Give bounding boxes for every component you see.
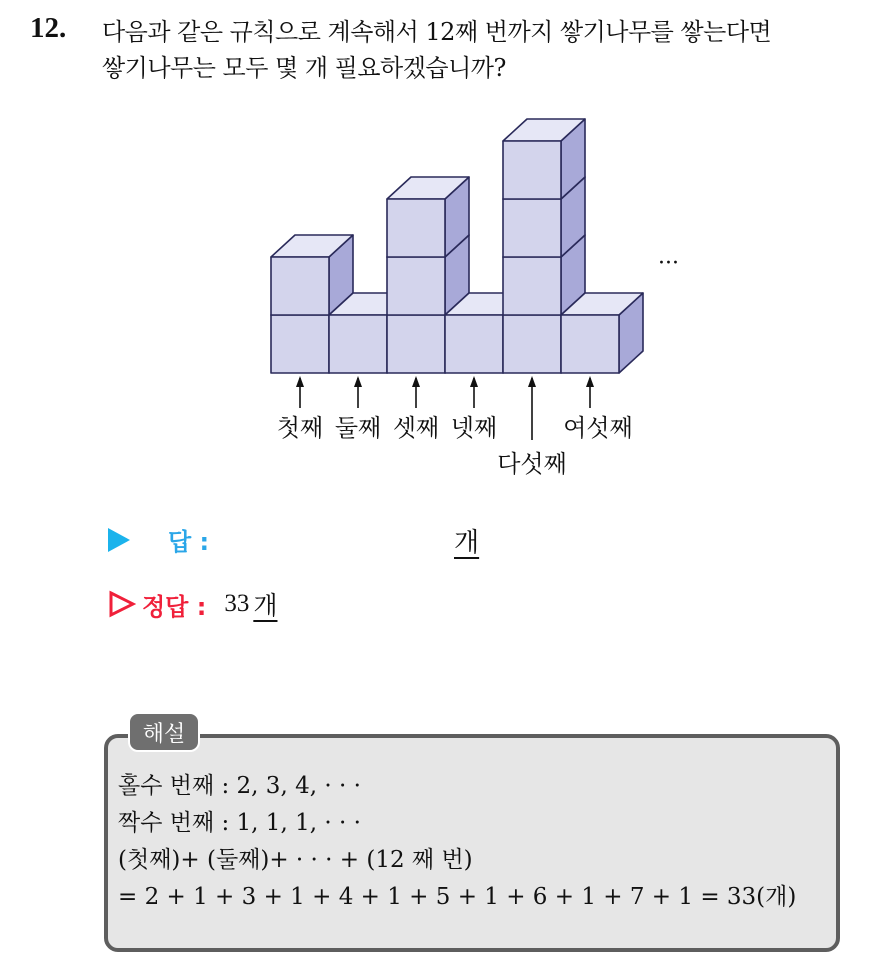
cube-front-face	[503, 257, 561, 315]
answer-unit: 개	[454, 528, 480, 558]
arrow-up-icon	[586, 376, 594, 387]
correct-answer-unit: 개	[253, 591, 278, 620]
explanation-line-2: 짝수 번째 : 1, 1, 1, · · ·	[118, 810, 361, 836]
correct-answer-row	[108, 586, 277, 622]
arrow-up-icon	[412, 376, 420, 387]
cube-front-face	[387, 199, 445, 257]
column-label: 넷째	[450, 414, 498, 442]
cube-front-face	[387, 315, 445, 373]
column-label: 셋째	[392, 414, 440, 442]
arrow-up-icon	[354, 376, 362, 387]
ellipsis-mark: ···	[658, 251, 679, 276]
cube-front-face	[561, 315, 619, 373]
question-line-2: 쌓기나무는 모두 몇 개 필요하겠습니까?	[102, 54, 506, 82]
explanation-line-3: (첫째)+ (둘째)+ · · · + (12 째 번)	[118, 847, 473, 873]
arrow-up-icon	[528, 376, 536, 387]
answer-row	[108, 522, 209, 557]
correct-answer-value: 33	[224, 590, 250, 617]
cube-front-face	[503, 315, 561, 373]
column-label: 둘째	[334, 414, 382, 442]
play-triangle-icon	[108, 528, 130, 552]
cube-front-face	[503, 199, 561, 257]
question-number: 12.	[30, 12, 67, 44]
cube-front-face	[271, 315, 329, 373]
explanation-line-4: = 2 + 1 + 3 + 1 + 4 + 1 + 5 + 1 + 6 + 1 + 7 + 1 = 33(개)	[118, 884, 797, 910]
column-label: 여섯째	[563, 414, 633, 442]
answer-label: 답 :	[168, 528, 210, 556]
explanation-tag: 해설	[128, 712, 200, 752]
cube-front-face	[271, 257, 329, 315]
column-label: 첫째	[276, 414, 324, 442]
arrow-up-icon	[296, 376, 304, 387]
cube-front-face	[503, 141, 561, 199]
outline-triangle-icon	[108, 590, 136, 618]
explanation-text	[118, 768, 796, 916]
column-label: 다섯째	[497, 450, 567, 478]
explanation-line-1: 홀수 번째 : 2, 3, 4, · · ·	[118, 773, 361, 799]
arrow-up-icon	[470, 376, 478, 387]
cube-front-face	[387, 257, 445, 315]
cube-group	[271, 119, 643, 373]
correct-answer-label: 정답 :	[142, 592, 207, 621]
column-labels	[277, 376, 633, 478]
cube-front-face	[329, 315, 387, 373]
cube-front-face	[445, 315, 503, 373]
question-line-1: 다음과 같은 규칙으로 계속해서 12째 번까지 쌓기나무를 쌓는다면	[102, 18, 772, 46]
